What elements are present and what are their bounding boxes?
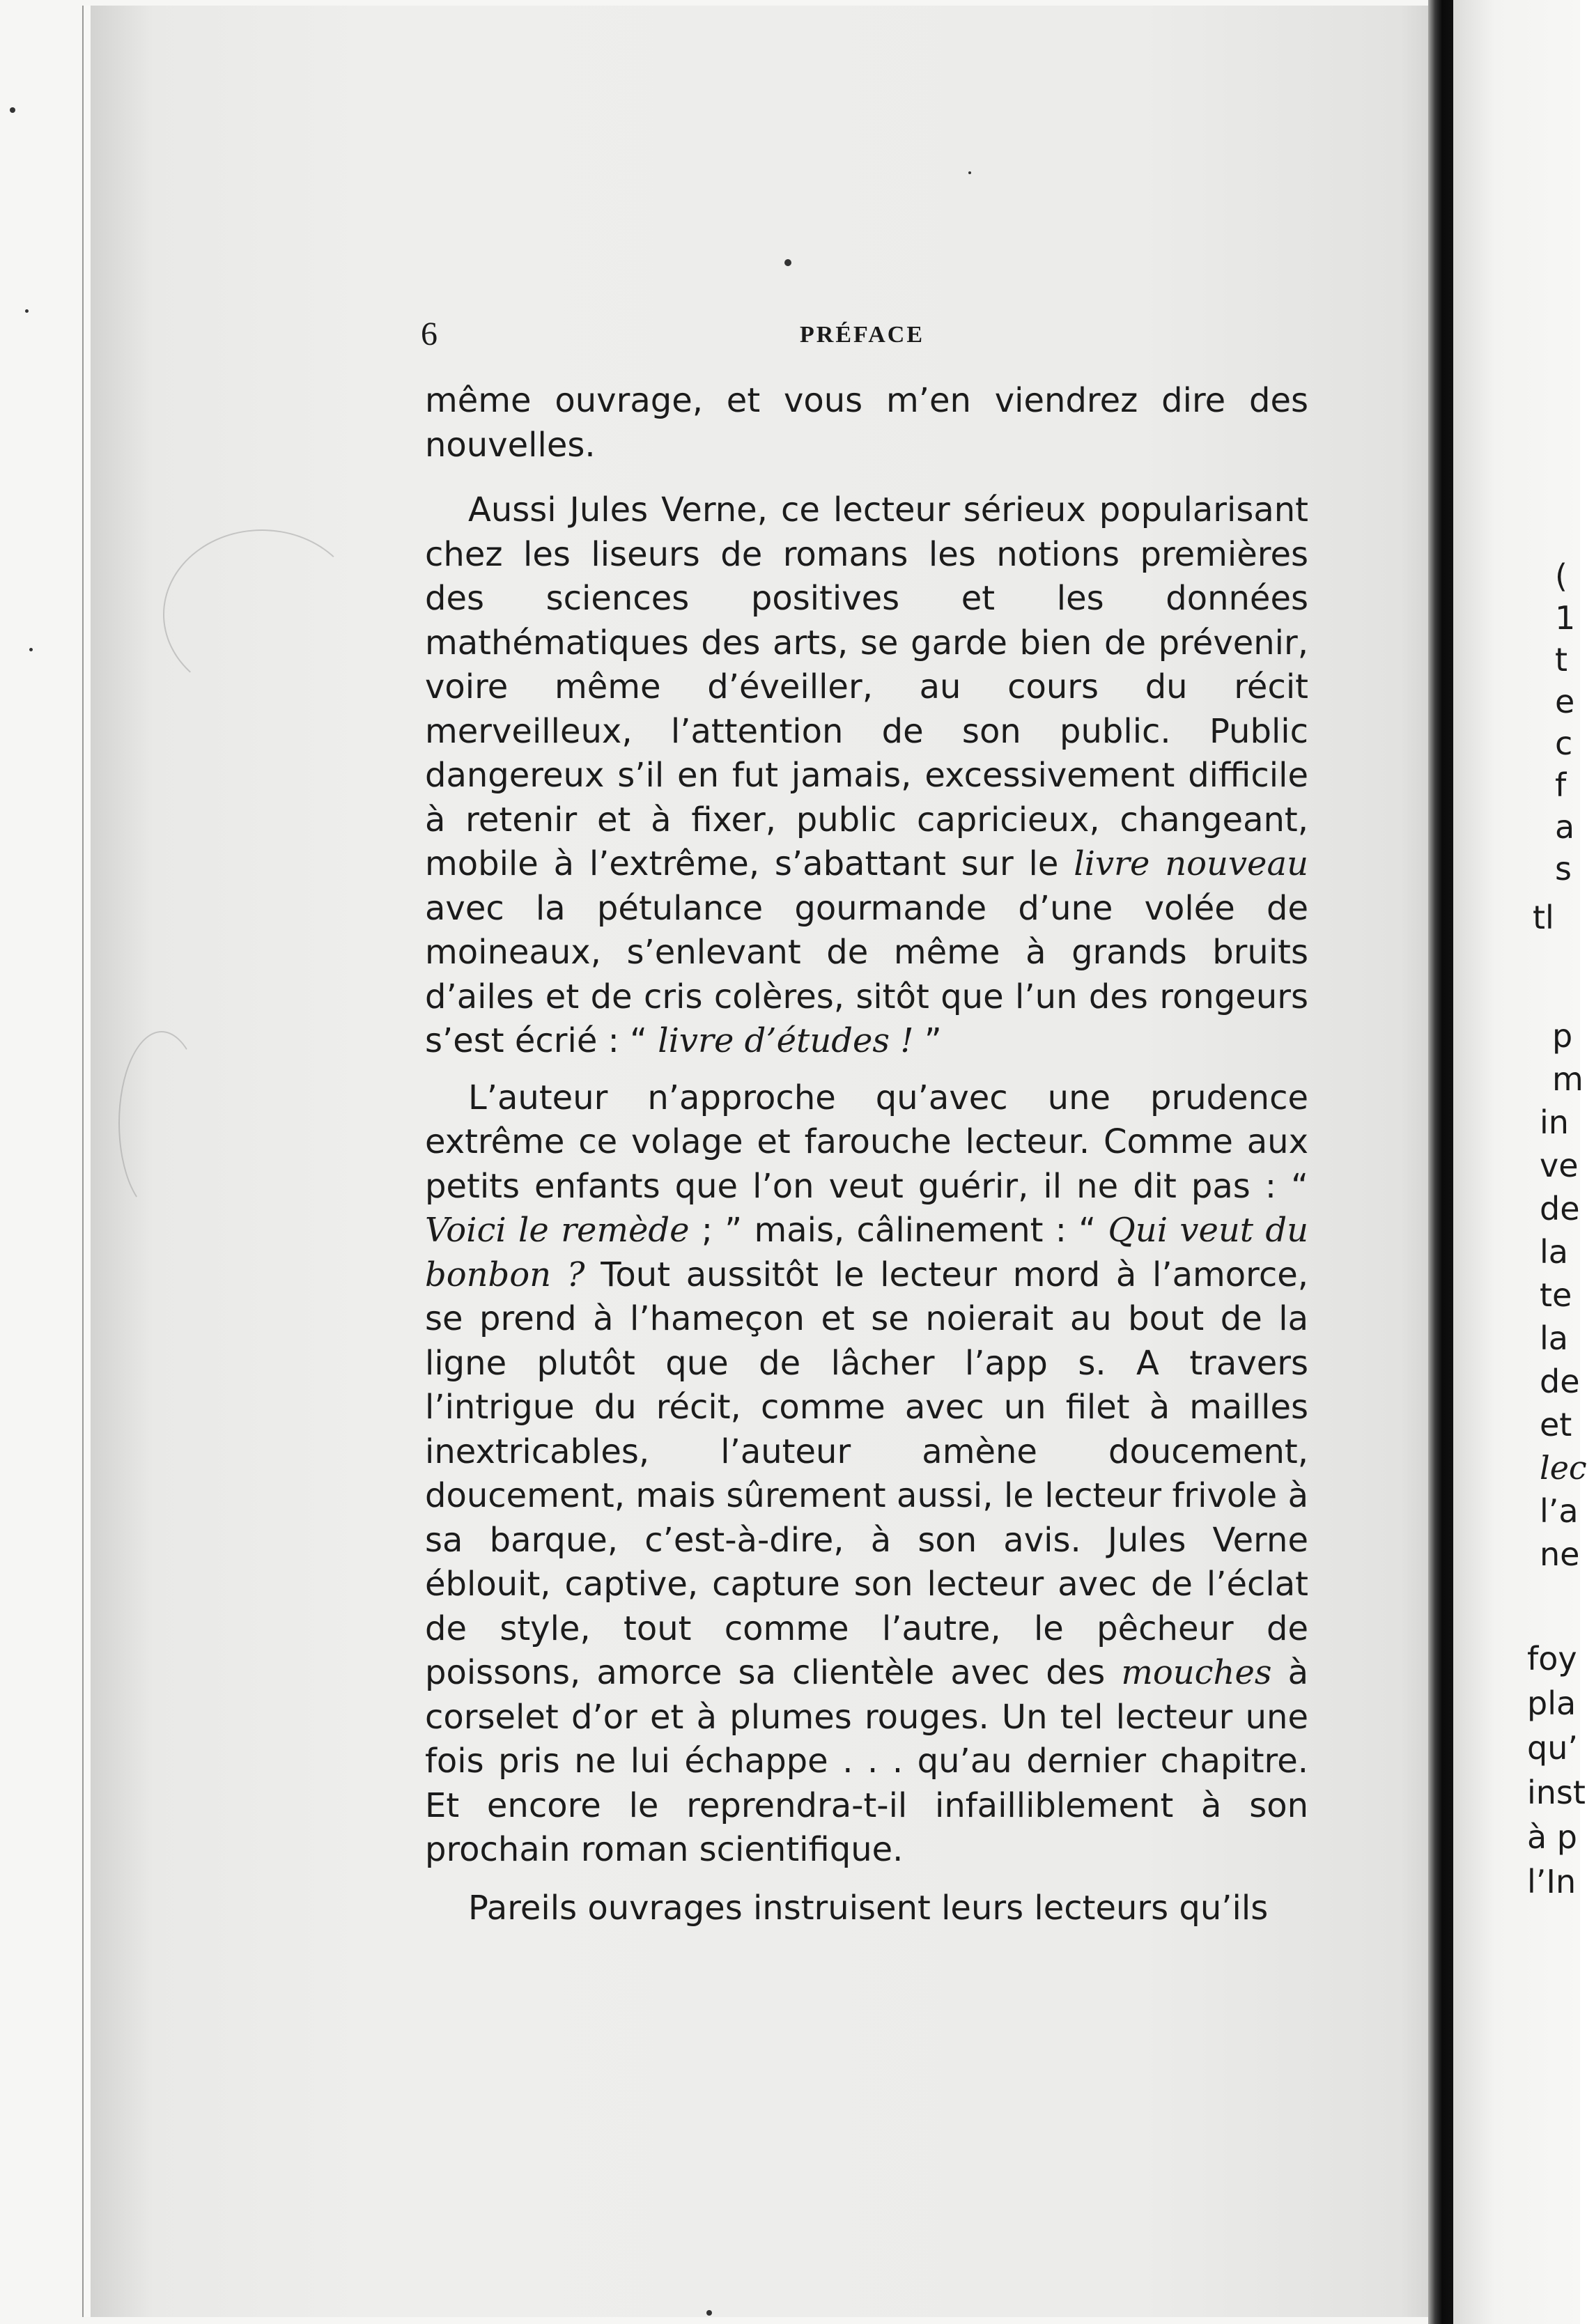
text-run: même ouvrage, et vous m’en viendrez dire des nouvelles. [425, 381, 1308, 465]
dust-speck [10, 107, 15, 113]
facing-page-fragment: ( [1555, 557, 1567, 595]
body-text [425, 379, 1308, 1944]
text-run: avec la pétulance gourmande d’une volée de moineaux, s’enlevant de même à grands bruits d’ailes et de cris colères, sitôt que l’un des rongeurs s’est écrié : “ [425, 888, 1308, 1060]
facing-page-fragment: de [1540, 1190, 1580, 1227]
facing-page-fragment: inst [1527, 1774, 1586, 1811]
facing-page-fragment: f [1555, 766, 1567, 804]
facing-page-fragment: foy [1527, 1640, 1577, 1678]
facing-page-fragment: e [1555, 683, 1575, 720]
book-gutter [1428, 0, 1453, 2324]
facing-page-fragment: 1 [1555, 599, 1576, 637]
running-head-title: PRÉFACE [800, 322, 925, 348]
facing-page-fragment: ve [1540, 1147, 1579, 1184]
facing-page-fragment: de [1540, 1363, 1580, 1400]
text-run: Aussi Jules Verne, ce lecteur sérieux popularisant chez les liseurs de romans les notions premières des sciences positives et les données mathématiques des arts, se garde bien de prévenir, voire même d’éveiller, au cours du récit merveilleux, l’attention de son public. Public dangereux s’il en fut jamais, excessivement difficile à retenir et à fixer, public capricieux, changeant, mobile à l’extrême, s’abattant sur le [425, 490, 1308, 883]
facing-page-fragment: pla [1527, 1684, 1577, 1722]
facing-page-fragment: qu’ [1527, 1729, 1578, 1767]
dust-speck [706, 2310, 712, 2316]
dust-speck [968, 171, 971, 174]
facing-page-fragment: m [1552, 1060, 1584, 1098]
facing-page-fragment: lec [1540, 1449, 1587, 1487]
paragraph-auteur-approche [425, 1076, 1308, 1873]
text-run: Pareils ouvrages instruisent leurs lecteurs qu’ils [468, 1888, 1269, 1928]
facing-page-fragment: l’a [1540, 1492, 1579, 1530]
text-run: ; ” mais, câlinement : “ [689, 1211, 1108, 1250]
paragraph-pareils-ouvrages [425, 1887, 1308, 1931]
text-run: Tout aussitôt le lecteur mord à l’amorce, se prend à l’hameçon et se noierait au bout de la ligne plutôt que de lâcher l’app s. A travers l’intrigue du récit, comme avec un filet à mailles inextricables, l’auteur amène doucement, doucement, mais sûrement aussi, le lecteur frivole à sa barque, c’est-à-dire, à son avis. Jules Verne éblouit, captive, capture son lecteur avec de l’éclat de style, tout comme l’autre, le pêcheur de poissons, amorce sa clientèle avec des [425, 1255, 1308, 1692]
facing-page-fragment: l’In [1527, 1863, 1577, 1900]
text-run: L’auteur n’approche qu’avec une prudence extrême ce volage et farouche lecteur. Comme aux petits enfants que l’on veut guérir, il ne dit pas : “ [425, 1078, 1308, 1206]
facing-page-fragment: et [1540, 1406, 1572, 1443]
italic-text-run: livre nouveau [1074, 844, 1308, 883]
facing-page-fragment: te [1540, 1276, 1572, 1314]
paper-scratch [163, 529, 361, 699]
italic-text-run: Voici le remède [425, 1211, 690, 1250]
dust-speck [29, 648, 33, 651]
facing-page-fragment: à p [1527, 1818, 1578, 1856]
facing-page-fragment: ne [1540, 1535, 1580, 1573]
facing-page-fragment: t [1555, 641, 1568, 679]
facing-page-fragment: a [1555, 808, 1575, 846]
paragraph-continuation [425, 379, 1308, 467]
paragraph-jules-verne-lecteur [425, 488, 1308, 1064]
italic-text-run: mouches [1121, 1653, 1272, 1692]
facing-page-fragment: c [1555, 725, 1573, 762]
facing-page-fragment: in [1540, 1103, 1569, 1141]
facing-page-fragment: s [1555, 850, 1572, 888]
facing-page-fragment: p [1552, 1017, 1573, 1055]
page-number: 6 [421, 316, 438, 353]
facing-page-fragment: la [1540, 1319, 1568, 1357]
facing-page-fragment: la [1540, 1233, 1568, 1271]
text-run: à corselet d’or et à plumes rouges. Un tel lecteur une fois pris ne lui échappe . . . qu’au dernier chapitre. Et encore le reprendra-t-il infailliblement à son prochain roman scientifique. [425, 1653, 1309, 1869]
facing-page-fragment: tl [1533, 899, 1554, 936]
italic-text-run: Qui veut du bonbon ? [425, 1211, 1309, 1294]
dust-speck [25, 309, 29, 313]
text-run: ” [913, 1021, 942, 1060]
dust-speck [784, 259, 791, 266]
paper-scratch [118, 1031, 205, 1215]
italic-text-run: livre d’études ! [658, 1021, 914, 1060]
